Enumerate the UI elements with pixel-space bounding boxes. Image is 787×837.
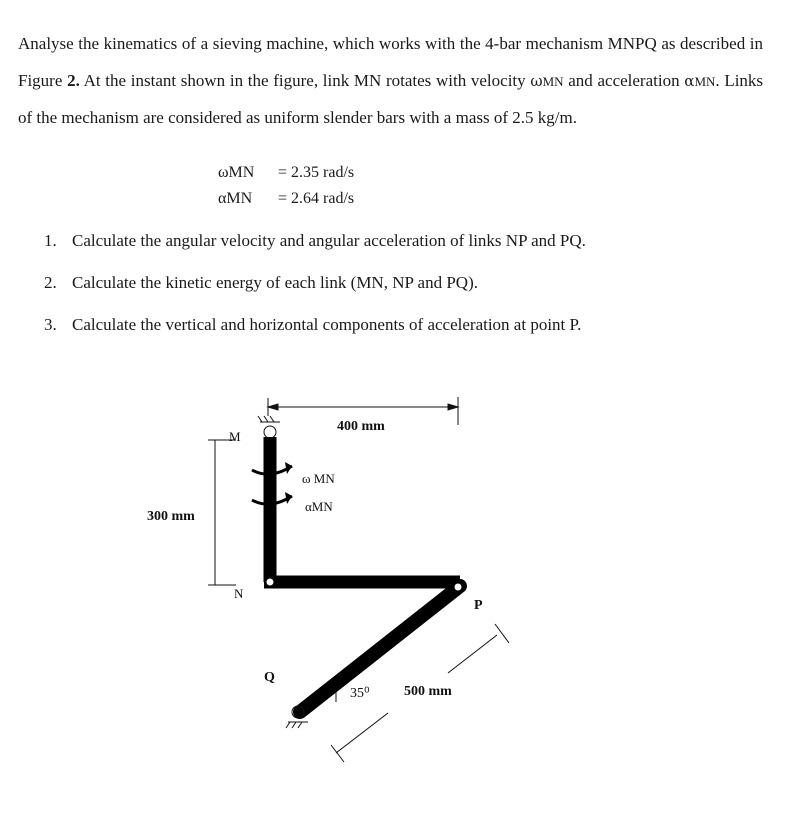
dimension-300 <box>208 440 236 585</box>
question-1-number: 1. <box>44 231 57 250</box>
label-q: Q <box>264 670 275 685</box>
question-3-text: Calculate the vertical and horizontal components of acceleration at point P. <box>72 315 582 334</box>
dim-400-label: 400 mm <box>337 419 385 434</box>
joint-n <box>266 578 274 586</box>
label-p: P <box>474 598 483 613</box>
given-omega-label: ωMN <box>218 164 255 181</box>
problem-text-2: At the instant shown in the figure, link MN rotates with velocity <box>83 70 526 90</box>
figure-reference: 2. <box>67 70 80 90</box>
problem-text-1: Analyse the kinematics of a sieving machine, which works with the 4-bar mechanism MNPQ as described in Figure <box>18 34 763 90</box>
joint-p <box>454 583 462 591</box>
problem-text-4: . Links of the mechanism are considered as uniform slender bars with a mass of 2.5 kg/m. <box>18 70 764 127</box>
problem-text-3: and acceleration <box>568 70 680 90</box>
question-2-text: Calculate the kinetic energy of each link (MN, NP and PQ). <box>72 273 478 292</box>
given-alpha-value: = 2.64 rad/s <box>278 190 355 207</box>
label-n: N <box>234 586 244 601</box>
question-3-number: 3. <box>44 315 57 334</box>
given-omega-value: = 2.35 rad/s <box>278 164 355 181</box>
question-1-text: Calculate the angular velocity and angular acceleration of links NP and PQ. <box>72 231 586 250</box>
angle-label: 35⁰ <box>350 686 370 701</box>
ground-pivot-m <box>258 416 280 438</box>
question-2-number: 2. <box>44 273 57 292</box>
omega-symbol: ω <box>530 71 543 90</box>
omega-mn-label: ω MN <box>302 471 335 486</box>
given-alpha-label: αMN <box>218 190 253 207</box>
dim-300-label: 300 mm <box>147 509 195 524</box>
alpha-mn-label: αMN <box>305 499 333 514</box>
alpha-subscript: MN <box>694 73 716 89</box>
alpha-symbol: α <box>684 71 695 90</box>
omega-subscript: MN <box>542 73 564 89</box>
dim-500-label: 500 mm <box>404 684 452 699</box>
label-m: M <box>229 429 241 444</box>
